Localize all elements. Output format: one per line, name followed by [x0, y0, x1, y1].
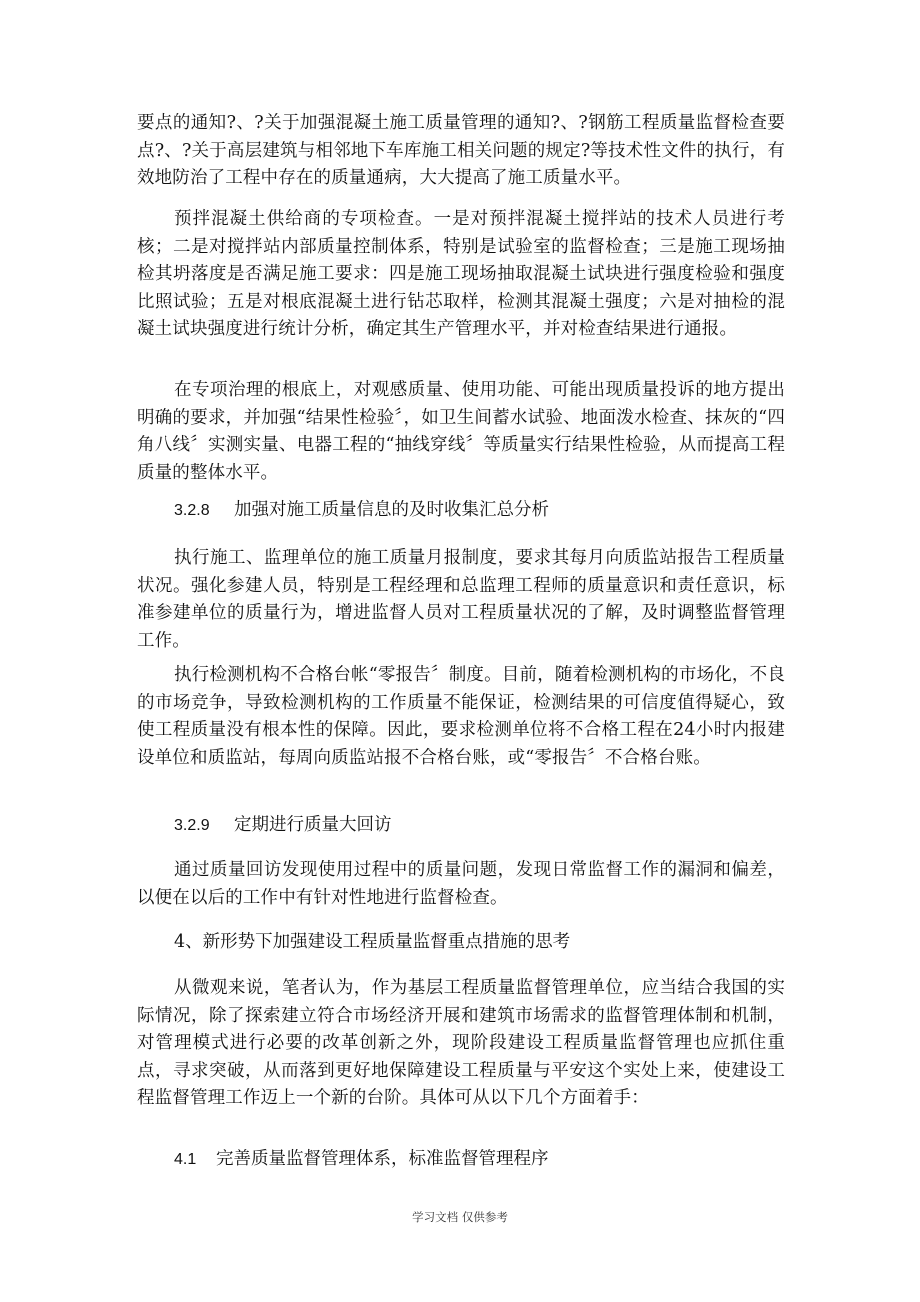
heading-number: 3.2.9 [174, 817, 210, 834]
heading-title: 加强对施工质量信息的及时收集汇总分析 [234, 500, 549, 520]
heading-title: 完善质量监督管理体系，标准监督管理程序 [216, 1149, 549, 1169]
paragraph-ready-mix-inspection: 预拌混凝土供给商的专项检查。一是对预拌混凝土搅拌站的技术人员进行考核；二是对搅拌站内部质量控制体系，特别是试验室的监督检查；三是施工现场抽检其坍落度是否满足施工要求：四是施工现场抽取混凝土试块进行强度检验和强度比照试验；五是对根底混凝土进行钻芯取样，检测其混凝土强度；六是对抽检的混凝土试块强度进行统计分析，确定其生产管理水平，并对检查结果进行通报。 [137, 209, 785, 339]
paragraph-quality-revisit: 通过质量回访发现使用过程中的质量问题，发现日常监督工作的漏洞和偏差，以便在以后的工作中有针对性地进行监督检查。 [137, 860, 785, 908]
heading-3-2-9 [174, 812, 392, 840]
page-footer: 学习文档 仅供参考 [412, 1210, 508, 1224]
paragraph-zero-report: 执行检测机构不合格台帐“零报告〞制度。目前，随着检测机构的市场化，不良的市场竞争，导致检测机构的工作质量不能保证，检测结果的可信度值得疑心，致使工程质量没有根本性的保障。因此，要求检测单位将不合格工程在24小时内报建设单位和质监站，每周向质监站报不合格台账，或“零报告〞不合格台账。 [137, 665, 785, 768]
heading-number: 3.2.8 [174, 502, 210, 519]
heading-title: 定期进行质量大回访 [234, 815, 392, 835]
heading-4 [174, 929, 570, 957]
paragraph-monthly-report: 执行施工、监理单位的施工质量月报制度，要求其每月向质监站报告工程质量状况。强化参建人员，特别是工程经理和总监理工程师的质量意识和责任意识，标准参建单位的质量行为，增进监督人员对工程质量状况的了解，及时调整监督管理工作。 [137, 548, 785, 651]
paragraph-macro-perspective: 从微观来说，笔者认为，作为基层工程质量监督管理单位，应当结合我国的实际情况，除了探索建立符合市场经济开展和建筑市场需求的监督管理体制和机制，对管理模式进行必要的改革创新之外，现阶段建设工程质量监督管理也应抓住重点，寻求突破，从而落到更好地保障建设工程质量与平安这个实处上来，使建设工程监督管理工作迈上一个新的台阶。具体可从以下几个方面着手： [137, 978, 785, 1108]
heading-3-2-8 [174, 497, 549, 525]
heading-number: 4.1 [174, 1151, 197, 1168]
paragraph-technical-documents: 要点的通知?、?关于加强混凝土施工质量管理的通知?、?钢筋工程质量监督检查要点?、?关于高层建筑与相邻地下车库施工相关问题的规定?等技术性文件的执行，有效地防治了工程中存在的质量通病，大大提高了施工质量水平。 [137, 113, 785, 188]
paragraph-result-inspection: 在专项治理的根底上，对观感质量、使用功能、可能出现质量投诉的地方提出明确的要求，并加强“结果性检验〞，如卫生间蓄水试验、地面泼水检查、抹灰的“四角八线〞实测实量、电器工程的“抽线穿线〞等质量实行结果性检验，从而提高工程质量的整体水平。 [137, 380, 785, 483]
heading-title: 4、新形势下加强建设工程质量监督重点措施的思考 [174, 932, 571, 952]
heading-4-1 [174, 1146, 549, 1174]
